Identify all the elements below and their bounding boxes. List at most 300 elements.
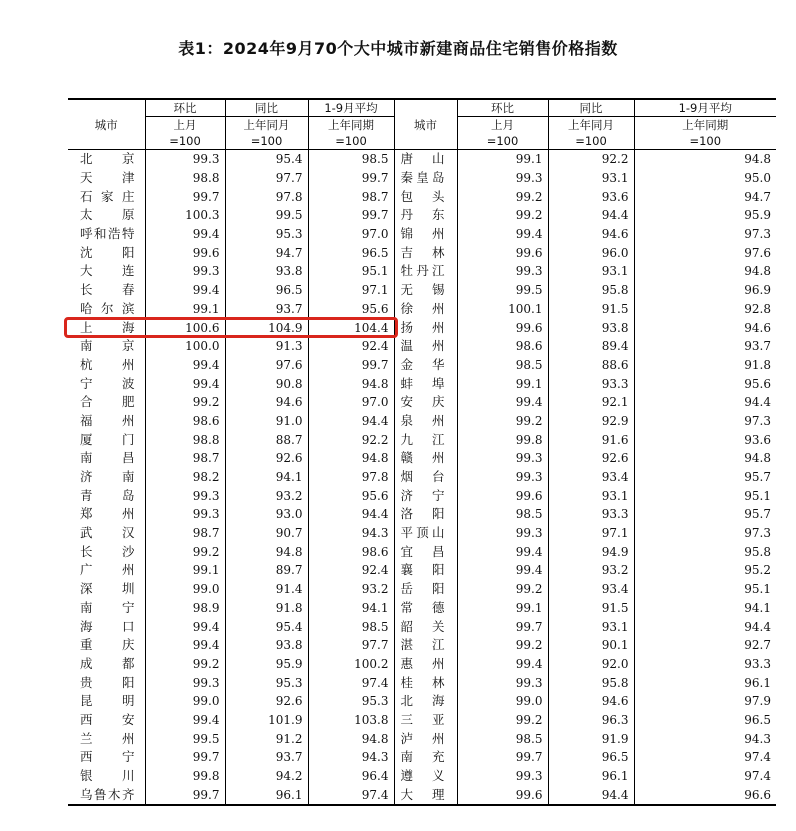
index-value: 99.4: [145, 636, 225, 655]
index-value: 95.0: [634, 169, 776, 188]
index-value: 98.5: [457, 505, 548, 524]
index-value: 94.8: [634, 449, 776, 468]
index-value: 97.4: [634, 748, 776, 767]
city-name: 韶关: [394, 617, 457, 636]
index-value: 99.3: [457, 673, 548, 692]
table-row: [68, 468, 776, 487]
index-value: 91.9: [548, 729, 634, 748]
index-value: 100.1: [457, 300, 548, 319]
index-value: 99.3: [457, 169, 548, 188]
index-value: 94.4: [634, 393, 776, 412]
index-value: 99.7: [308, 206, 394, 225]
table-row: [68, 692, 776, 711]
index-value: 98.9: [145, 599, 225, 618]
index-value: 100.2: [308, 655, 394, 674]
table-row: [68, 374, 776, 393]
index-value: 95.3: [225, 225, 308, 244]
index-value: 93.6: [548, 187, 634, 206]
index-value: 99.6: [457, 243, 548, 262]
index-value: 94.3: [308, 524, 394, 543]
index-value: 91.8: [634, 356, 776, 375]
index-value: 99.5: [145, 729, 225, 748]
index-value: 99.4: [145, 711, 225, 730]
city-name: 宜昌: [394, 542, 457, 561]
city-name: 长沙: [80, 543, 135, 559]
city-name: 牡丹江: [394, 262, 457, 281]
index-value: 94.8: [308, 374, 394, 393]
city-name: 西宁: [80, 749, 135, 765]
index-value: 88.7: [225, 430, 308, 449]
index-value: 93.1: [548, 169, 634, 188]
index-value: 97.1: [548, 524, 634, 543]
city-name: 蚌埠: [394, 374, 457, 393]
index-value: 95.4: [225, 150, 308, 169]
index-value: 96.4: [308, 767, 394, 786]
index-value: 92.9: [548, 412, 634, 431]
index-value: 99.7: [308, 356, 394, 375]
index-value: 94.4: [634, 617, 776, 636]
city-name: 长春: [80, 282, 135, 298]
header-avg-right: 1-9月平均: [634, 99, 776, 117]
table-row: [68, 785, 776, 805]
city-name: 锦州: [394, 225, 457, 244]
index-value: 91.5: [548, 599, 634, 618]
city-name: 济南: [80, 469, 135, 485]
index-value: 93.7: [634, 337, 776, 356]
index-value: 93.2: [548, 561, 634, 580]
header-yoy-right: 同比: [548, 99, 634, 117]
index-value: 99.8: [457, 430, 548, 449]
header-base: =100: [145, 133, 225, 150]
index-value: 94.8: [634, 150, 776, 169]
highlight-box: [64, 317, 398, 338]
index-value: 92.6: [225, 449, 308, 468]
table-row: [68, 542, 776, 561]
index-value: 94.4: [308, 505, 394, 524]
city-name: 青岛: [80, 487, 135, 503]
header-sub-mom-right: 上月: [457, 117, 548, 134]
city-name: 南京: [80, 338, 135, 354]
index-value: 91.2: [225, 729, 308, 748]
index-value: 90.8: [225, 374, 308, 393]
city-name: 泉州: [394, 412, 457, 431]
index-value: 93.3: [548, 505, 634, 524]
table-row: [68, 337, 776, 356]
index-value: 99.2: [457, 206, 548, 225]
index-value: 95.9: [634, 206, 776, 225]
index-value: 95.6: [634, 374, 776, 393]
table-header: [68, 99, 776, 150]
index-value: 97.8: [225, 187, 308, 206]
index-value: 96.1: [634, 673, 776, 692]
city-name: 上海: [80, 319, 135, 335]
city-name: 大理: [394, 785, 457, 805]
index-value: 99.3: [145, 673, 225, 692]
city-name: 合肥: [80, 394, 135, 410]
city-name: 遵义: [394, 767, 457, 786]
index-value: 96.3: [548, 711, 634, 730]
index-value: 99.6: [145, 243, 225, 262]
table-row: [68, 486, 776, 505]
index-value: 99.7: [145, 748, 225, 767]
index-value: 98.7: [145, 449, 225, 468]
index-value: 99.5: [225, 206, 308, 225]
city-name: 海口: [80, 618, 135, 634]
index-value: 94.6: [225, 393, 308, 412]
header-avg: 1-9月平均: [308, 99, 394, 117]
index-value: 95.3: [308, 692, 394, 711]
index-value: 97.9: [634, 692, 776, 711]
city-name: 北京: [80, 151, 135, 167]
index-value: 93.8: [225, 636, 308, 655]
header-yoy: 同比: [225, 99, 308, 117]
index-value: 99.4: [145, 617, 225, 636]
index-value: 96.5: [225, 281, 308, 300]
city-name: 岳阳: [394, 580, 457, 599]
index-value: 97.8: [308, 468, 394, 487]
table-row: [68, 673, 776, 692]
header-base: =100: [634, 133, 776, 150]
city-name: 乌鲁木齐: [68, 785, 145, 805]
index-value: 100.3: [145, 206, 225, 225]
index-value: 98.8: [145, 430, 225, 449]
table-row: [68, 449, 776, 468]
index-value: 98.8: [145, 169, 225, 188]
index-value: 98.6: [145, 412, 225, 431]
header-base: =100: [548, 133, 634, 150]
index-value: 95.1: [634, 486, 776, 505]
index-value: 90.1: [548, 636, 634, 655]
index-value: 99.7: [308, 169, 394, 188]
index-value: 96.0: [548, 243, 634, 262]
index-value: 94.4: [308, 412, 394, 431]
city-name: 广州: [80, 562, 135, 578]
index-value: 93.8: [548, 318, 634, 337]
table-row: [68, 636, 776, 655]
index-value: 97.3: [634, 524, 776, 543]
index-value: 99.2: [457, 711, 548, 730]
index-value: 96.5: [548, 748, 634, 767]
index-value: 94.8: [634, 262, 776, 281]
city-name: 温州: [394, 337, 457, 356]
index-value: 99.2: [457, 187, 548, 206]
index-value: 96.1: [548, 767, 634, 786]
city-name: 兰州: [80, 730, 135, 746]
city-name: 天津: [80, 170, 135, 186]
header-sub-mom: 上月: [145, 117, 225, 134]
table-row: [68, 748, 776, 767]
index-value: 98.2: [145, 468, 225, 487]
index-value: 89.4: [548, 337, 634, 356]
index-value: 93.3: [634, 655, 776, 674]
city-name: 桂林: [394, 673, 457, 692]
index-value: 95.1: [308, 262, 394, 281]
index-value: 92.4: [308, 561, 394, 580]
table-row: [68, 599, 776, 618]
index-value: 99.3: [457, 262, 548, 281]
index-value: 95.8: [548, 673, 634, 692]
index-value: 94.1: [634, 599, 776, 618]
index-value: 97.4: [308, 785, 394, 805]
index-value: 92.6: [548, 449, 634, 468]
index-value: 96.9: [634, 281, 776, 300]
city-name: 南充: [394, 748, 457, 767]
index-value: 99.3: [145, 262, 225, 281]
index-value: 99.5: [457, 281, 548, 300]
index-value: 95.9: [225, 655, 308, 674]
header-sub-avg: 上年同期: [308, 117, 394, 134]
index-value: 94.1: [225, 468, 308, 487]
index-value: 94.4: [548, 206, 634, 225]
city-name: 徐州: [394, 300, 457, 319]
city-name: 杭州: [80, 356, 135, 372]
index-value: 98.5: [457, 356, 548, 375]
header-city: 城市: [68, 99, 145, 150]
index-value: 98.5: [457, 729, 548, 748]
index-value: 104.4: [308, 318, 394, 337]
city-name: 贵阳: [80, 674, 135, 690]
index-value: 92.4: [308, 337, 394, 356]
index-value: 95.1: [634, 580, 776, 599]
index-value: 96.1: [225, 785, 308, 805]
index-value: 97.4: [634, 767, 776, 786]
table-row: [68, 243, 776, 262]
table-row: [68, 580, 776, 599]
index-value: 94.7: [634, 187, 776, 206]
index-value: 91.8: [225, 599, 308, 618]
index-value: 98.6: [308, 542, 394, 561]
index-value: 93.4: [548, 468, 634, 487]
index-value: 88.6: [548, 356, 634, 375]
city-name: 郑州: [80, 506, 135, 522]
index-value: 94.4: [548, 785, 634, 805]
table-row: [68, 169, 776, 188]
index-value: 100.6: [145, 318, 225, 337]
city-name: 南昌: [80, 450, 135, 466]
index-value: 99.6: [457, 486, 548, 505]
index-value: 95.7: [634, 505, 776, 524]
table-row: [68, 655, 776, 674]
city-name: 烟台: [394, 468, 457, 487]
table-row: [68, 206, 776, 225]
city-name: 洛阳: [394, 505, 457, 524]
index-value: 99.4: [145, 225, 225, 244]
index-value: 91.5: [548, 300, 634, 319]
index-value: 95.2: [634, 561, 776, 580]
table-row: [68, 300, 776, 319]
index-value: 94.3: [634, 729, 776, 748]
index-value: 97.0: [308, 225, 394, 244]
table-row: [68, 711, 776, 730]
index-value: 94.2: [225, 767, 308, 786]
table-row: [68, 767, 776, 786]
index-value: 95.8: [634, 542, 776, 561]
index-value: 99.1: [145, 300, 225, 319]
index-value: 98.5: [308, 150, 394, 169]
index-value: 93.1: [548, 262, 634, 281]
index-value: 99.7: [145, 785, 225, 805]
city-name: 赣州: [394, 449, 457, 468]
table-row: [68, 262, 776, 281]
index-value: 94.9: [548, 542, 634, 561]
index-value: 92.6: [225, 692, 308, 711]
city-name: 武汉: [80, 525, 135, 541]
index-value: 93.2: [308, 580, 394, 599]
index-value: 93.8: [225, 262, 308, 281]
index-value: 90.7: [225, 524, 308, 543]
index-value: 96.5: [308, 243, 394, 262]
city-name: 扬州: [394, 318, 457, 337]
index-value: 93.1: [548, 486, 634, 505]
index-value: 99.1: [457, 374, 548, 393]
index-value: 97.4: [308, 673, 394, 692]
index-value: 93.3: [548, 374, 634, 393]
index-value: 94.6: [634, 318, 776, 337]
city-name: 昆明: [80, 693, 135, 709]
city-name: 北海: [394, 692, 457, 711]
index-value: 94.1: [308, 599, 394, 618]
index-value: 97.3: [634, 225, 776, 244]
index-value: 94.6: [548, 692, 634, 711]
index-value: 95.6: [308, 300, 394, 319]
city-name: 沈阳: [80, 244, 135, 260]
index-value: 99.7: [145, 187, 225, 206]
index-value: 97.6: [225, 356, 308, 375]
index-value: 97.3: [634, 412, 776, 431]
index-value: 99.0: [145, 580, 225, 599]
index-value: 99.3: [457, 524, 548, 543]
index-value: 98.5: [308, 617, 394, 636]
city-name: 哈尔滨: [80, 300, 135, 316]
index-value: 99.1: [457, 150, 548, 169]
index-value: 91.3: [225, 337, 308, 356]
index-value: 99.3: [145, 486, 225, 505]
index-value: 93.7: [225, 300, 308, 319]
city-name: 秦皇岛: [394, 169, 457, 188]
index-value: 94.6: [548, 225, 634, 244]
city-name: 济宁: [394, 486, 457, 505]
index-value: 94.8: [308, 729, 394, 748]
city-name: 金华: [394, 356, 457, 375]
index-value: 96.5: [634, 711, 776, 730]
index-value: 99.8: [145, 767, 225, 786]
index-value: 97.7: [225, 169, 308, 188]
index-value: 99.1: [457, 599, 548, 618]
header-sub-yoy: 上年同月: [225, 117, 308, 134]
index-value: 103.8: [308, 711, 394, 730]
index-value: 99.2: [457, 412, 548, 431]
index-value: 95.7: [634, 468, 776, 487]
index-value: 99.4: [145, 281, 225, 300]
index-value: 97.7: [308, 636, 394, 655]
index-value: 93.7: [225, 748, 308, 767]
index-value: 99.2: [145, 542, 225, 561]
index-value: 99.2: [145, 393, 225, 412]
city-name: 丹东: [394, 206, 457, 225]
index-value: 94.8: [308, 449, 394, 468]
index-value: 101.9: [225, 711, 308, 730]
table-row: [68, 505, 776, 524]
index-value: 92.7: [634, 636, 776, 655]
price-index-table: [68, 98, 776, 806]
index-value: 95.8: [548, 281, 634, 300]
table-row: [68, 729, 776, 748]
index-value: 99.3: [145, 150, 225, 169]
header-sub-avg-right: 上年同期: [634, 117, 776, 134]
city-name: 平顶山: [394, 524, 457, 543]
city-name: 三亚: [394, 711, 457, 730]
city-name: 深圳: [80, 581, 135, 597]
table-row: [68, 617, 776, 636]
city-name: 石家庄: [80, 188, 135, 204]
index-value: 99.4: [145, 356, 225, 375]
index-value: 99.3: [145, 505, 225, 524]
table-body: [68, 150, 776, 806]
index-value: 98.6: [457, 337, 548, 356]
city-name: 西安: [80, 711, 135, 727]
index-value: 100.0: [145, 337, 225, 356]
index-value: 94.8: [225, 542, 308, 561]
header-base: =100: [308, 133, 394, 150]
index-value: 97.1: [308, 281, 394, 300]
city-name: 唐山: [394, 150, 457, 169]
index-value: 91.6: [548, 430, 634, 449]
index-value: 91.0: [225, 412, 308, 431]
index-value: 95.4: [225, 617, 308, 636]
city-name: 泸州: [394, 729, 457, 748]
index-value: 93.4: [548, 580, 634, 599]
header-base: =100: [225, 133, 308, 150]
city-name: 常德: [394, 599, 457, 618]
index-value: 97.0: [308, 393, 394, 412]
city-name: 南宁: [80, 599, 135, 615]
index-value: 95.6: [308, 486, 394, 505]
header-base: =100: [457, 133, 548, 150]
table-row: [68, 412, 776, 431]
table-title: 表1：2024年9月70个大中城市新建商品住宅销售价格指数: [178, 39, 618, 58]
index-value: 99.4: [457, 393, 548, 412]
city-name: 惠州: [394, 655, 457, 674]
index-value: 92.0: [548, 655, 634, 674]
index-value: 98.7: [145, 524, 225, 543]
city-name: 太原: [80, 207, 135, 223]
index-value: 91.4: [225, 580, 308, 599]
header-city-right: 城市: [394, 99, 457, 150]
index-value: 97.6: [634, 243, 776, 262]
index-value: 92.1: [548, 393, 634, 412]
index-value: 99.2: [145, 655, 225, 674]
index-value: 99.6: [457, 785, 548, 805]
table-row: [68, 150, 776, 169]
table-row: [68, 187, 776, 206]
city-name: 包头: [394, 187, 457, 206]
header-sub-yoy-right: 上年同月: [548, 117, 634, 134]
city-name: 福州: [80, 412, 135, 428]
table-row: [68, 225, 776, 244]
table-row: [68, 393, 776, 412]
city-name: 无锡: [394, 281, 457, 300]
index-value: 99.4: [145, 374, 225, 393]
index-value: 99.0: [145, 692, 225, 711]
city-name: 大连: [80, 263, 135, 279]
index-value: 95.3: [225, 673, 308, 692]
city-name: 湛江: [394, 636, 457, 655]
city-name: 银川: [80, 768, 135, 784]
header-mom: 环比: [145, 99, 225, 117]
index-value: 92.2: [548, 150, 634, 169]
index-value: 99.4: [457, 225, 548, 244]
index-value: 99.3: [457, 449, 548, 468]
